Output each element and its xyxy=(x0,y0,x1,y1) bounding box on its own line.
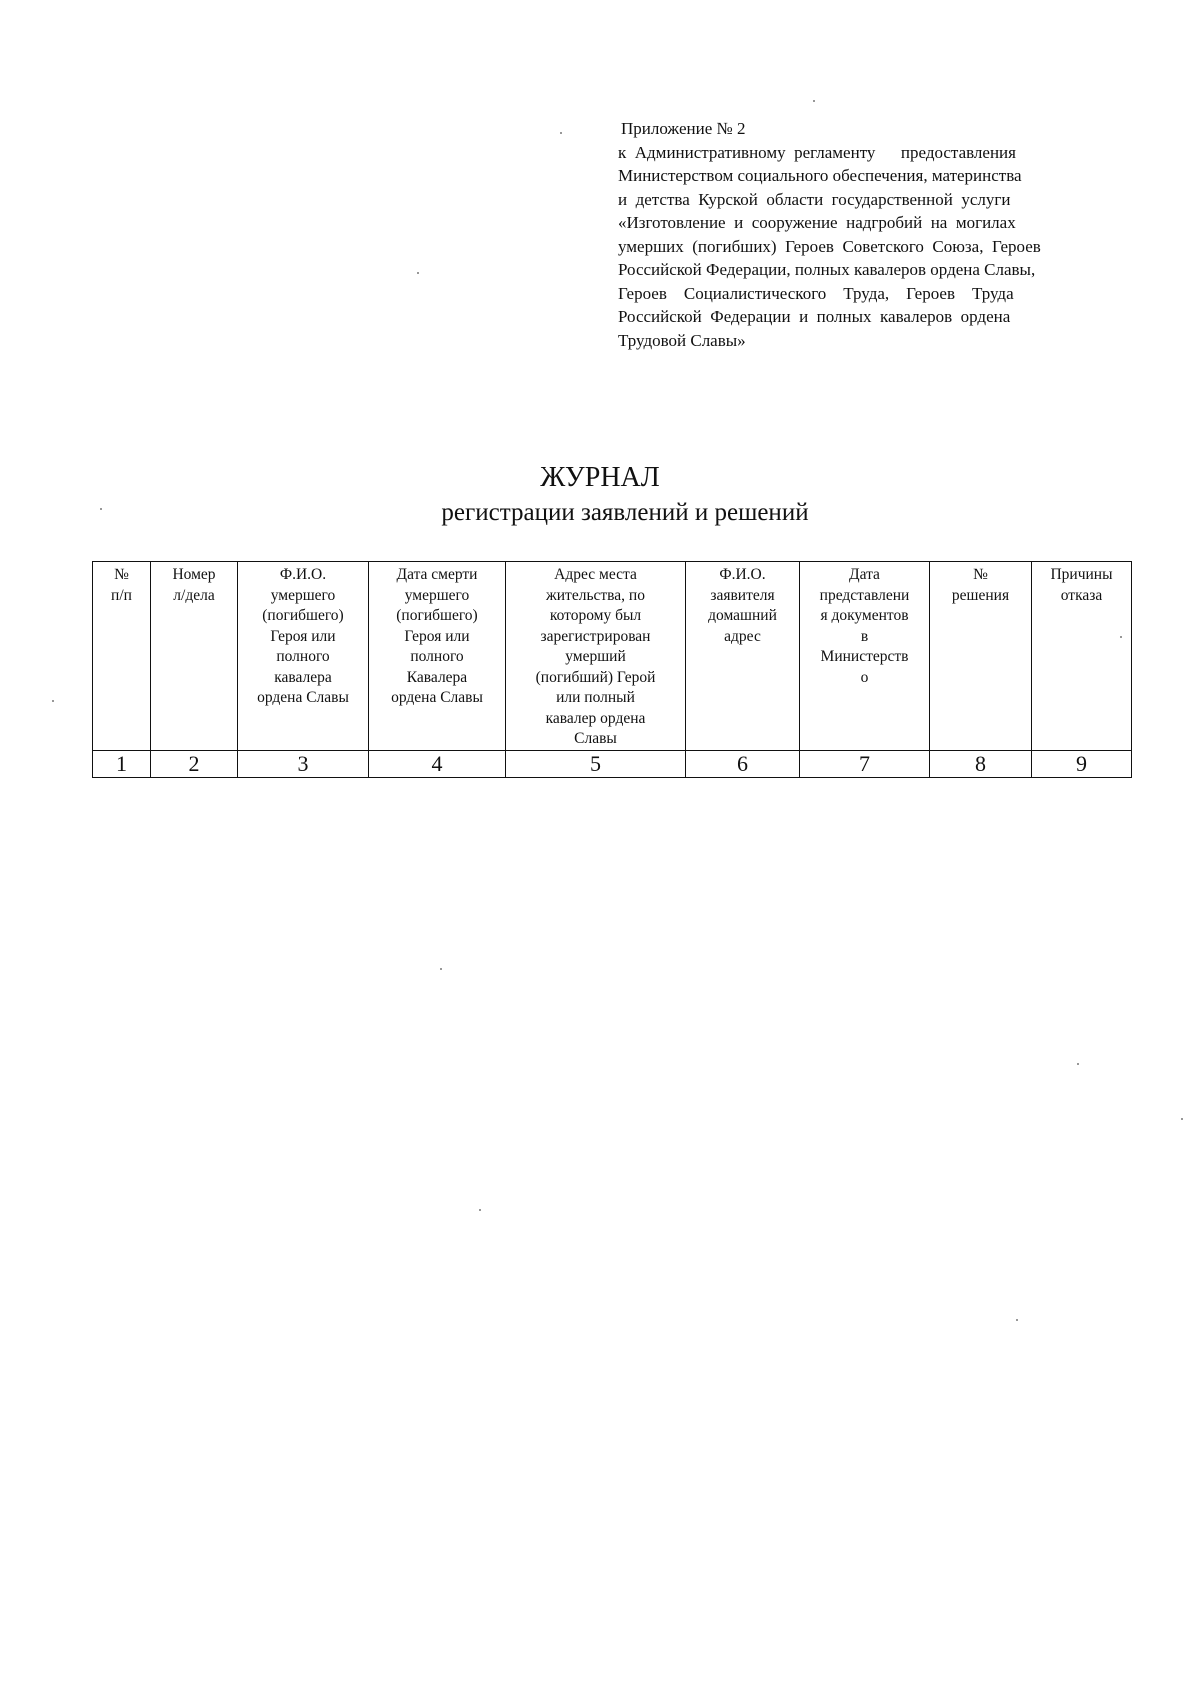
appendix-block xyxy=(618,117,1128,352)
column-number-cell: 5 xyxy=(506,751,686,778)
header-text-line: (погибшего) xyxy=(396,607,478,624)
header-text-line: полного xyxy=(410,648,464,665)
header-text-line: Адрес места xyxy=(554,566,637,583)
column-number-cell: 8 xyxy=(930,751,1032,778)
column-header-address xyxy=(506,562,686,751)
header-text-line: Героя или xyxy=(404,627,470,645)
header-text-line: кавалера xyxy=(274,668,332,686)
header-text-line: № xyxy=(973,566,988,583)
header-text-line: Министерств xyxy=(820,648,909,665)
column-header-death-date xyxy=(369,562,506,751)
header-text-line: заявителя xyxy=(710,586,775,604)
column-number-cell: 1 xyxy=(93,751,151,778)
table-header-row xyxy=(93,562,1132,751)
header-text-line: Славы xyxy=(574,730,617,747)
header-text-line: Причины xyxy=(1050,566,1113,583)
header-text-line: в xyxy=(860,627,869,645)
scan-speck xyxy=(440,968,442,970)
header-text-line: домашний xyxy=(708,607,777,624)
scan-speck xyxy=(1016,1319,1018,1321)
table-row xyxy=(93,751,1132,778)
appendix-line: к Административному регламенту предоставления xyxy=(618,142,1016,162)
column-header-number xyxy=(93,562,151,751)
column-header-hero-name xyxy=(238,562,369,751)
header-text-line: которому был xyxy=(549,607,642,624)
column-header-case-number xyxy=(151,562,238,751)
header-text-line: решения xyxy=(951,586,1010,604)
column-header-refusal-reason xyxy=(1032,562,1132,751)
header-text-line: Ф.И.О. xyxy=(279,566,327,583)
header-text-line: зарегистрирован xyxy=(540,627,651,645)
appendix-line: Российской Федерации и полных кавалеров ордена xyxy=(618,307,1011,326)
column-header-applicant xyxy=(686,562,800,751)
appendix-line: Российской Федерации, полных кавалеров ордена Славы, xyxy=(618,260,1036,279)
header-text-line: или полный xyxy=(556,689,635,706)
appendix-line: «Изготовление и сооружение надгробий на могилах xyxy=(618,213,1016,232)
column-number-cell: 2 xyxy=(151,751,238,778)
header-text-line: представлени xyxy=(819,586,910,604)
header-text-line: Дата xyxy=(849,566,880,583)
header-text-line: л/дела xyxy=(173,586,215,604)
column-number-cell: 4 xyxy=(369,751,506,778)
scan-speck xyxy=(1120,636,1122,638)
header-text-line: умершего xyxy=(404,586,470,604)
document-subtitle: регистрации заявлений и решений xyxy=(441,499,809,526)
registration-journal-table xyxy=(92,561,1132,778)
header-text-line: Кавалера xyxy=(406,668,468,686)
appendix-line: и детства Курской области государственной услуги xyxy=(618,189,1011,209)
scan-speck xyxy=(813,100,815,102)
header-text-line: жительства, по xyxy=(546,586,645,604)
scan-speck xyxy=(1181,1118,1183,1120)
scan-speck xyxy=(560,132,562,134)
column-number-cell: 9 xyxy=(1032,751,1132,778)
header-text-line: кавалер ордена xyxy=(545,709,646,727)
appendix-line: Приложение № 2 xyxy=(621,119,746,138)
header-text-line: Номер xyxy=(172,566,216,583)
header-text-line: Героя или xyxy=(270,627,336,645)
column-header-submission-date xyxy=(800,562,930,751)
appendix-line: умерших (погибших) Героев Советского Союза, Героев xyxy=(618,236,1041,256)
header-text-line: отказа xyxy=(1060,586,1103,604)
header-text-line: адрес xyxy=(724,627,761,645)
header-text-line: п/п xyxy=(111,586,132,604)
header-text-line: я документов xyxy=(820,607,909,624)
document-title: ЖУРНАЛ xyxy=(540,462,660,493)
header-text-line: Ф.И.О. xyxy=(719,566,766,583)
appendix-line: Трудовой Славы» xyxy=(618,330,746,350)
header-text-line: (погибшего) xyxy=(262,607,344,624)
column-number-cell: 6 xyxy=(686,751,800,778)
scan-speck xyxy=(52,700,54,702)
header-text-line: умершего xyxy=(270,586,336,604)
header-text-line: № xyxy=(114,566,129,583)
header-text-line: ордена Славы xyxy=(391,689,483,706)
header-text-line: о xyxy=(860,668,869,686)
header-text-line: Дата смерти xyxy=(396,566,478,583)
column-number-cell: 3 xyxy=(238,751,369,778)
appendix-line: Министерством социального обеспечения, материнства xyxy=(618,166,1022,185)
scan-speck xyxy=(417,272,419,274)
header-text-line: умерший xyxy=(565,648,626,665)
header-text-line: полного xyxy=(276,648,330,665)
appendix-line: Героев Социалистического Труда, Героев Труда xyxy=(618,283,1014,303)
scan-speck xyxy=(1077,1063,1079,1065)
scan-speck xyxy=(479,1209,481,1211)
column-number-cell: 7 xyxy=(800,751,930,778)
header-text-line: ордена Славы xyxy=(257,689,349,706)
column-header-decision-number xyxy=(930,562,1032,751)
header-text-line: (погибший) Герой xyxy=(535,668,656,686)
scan-speck xyxy=(100,508,102,510)
